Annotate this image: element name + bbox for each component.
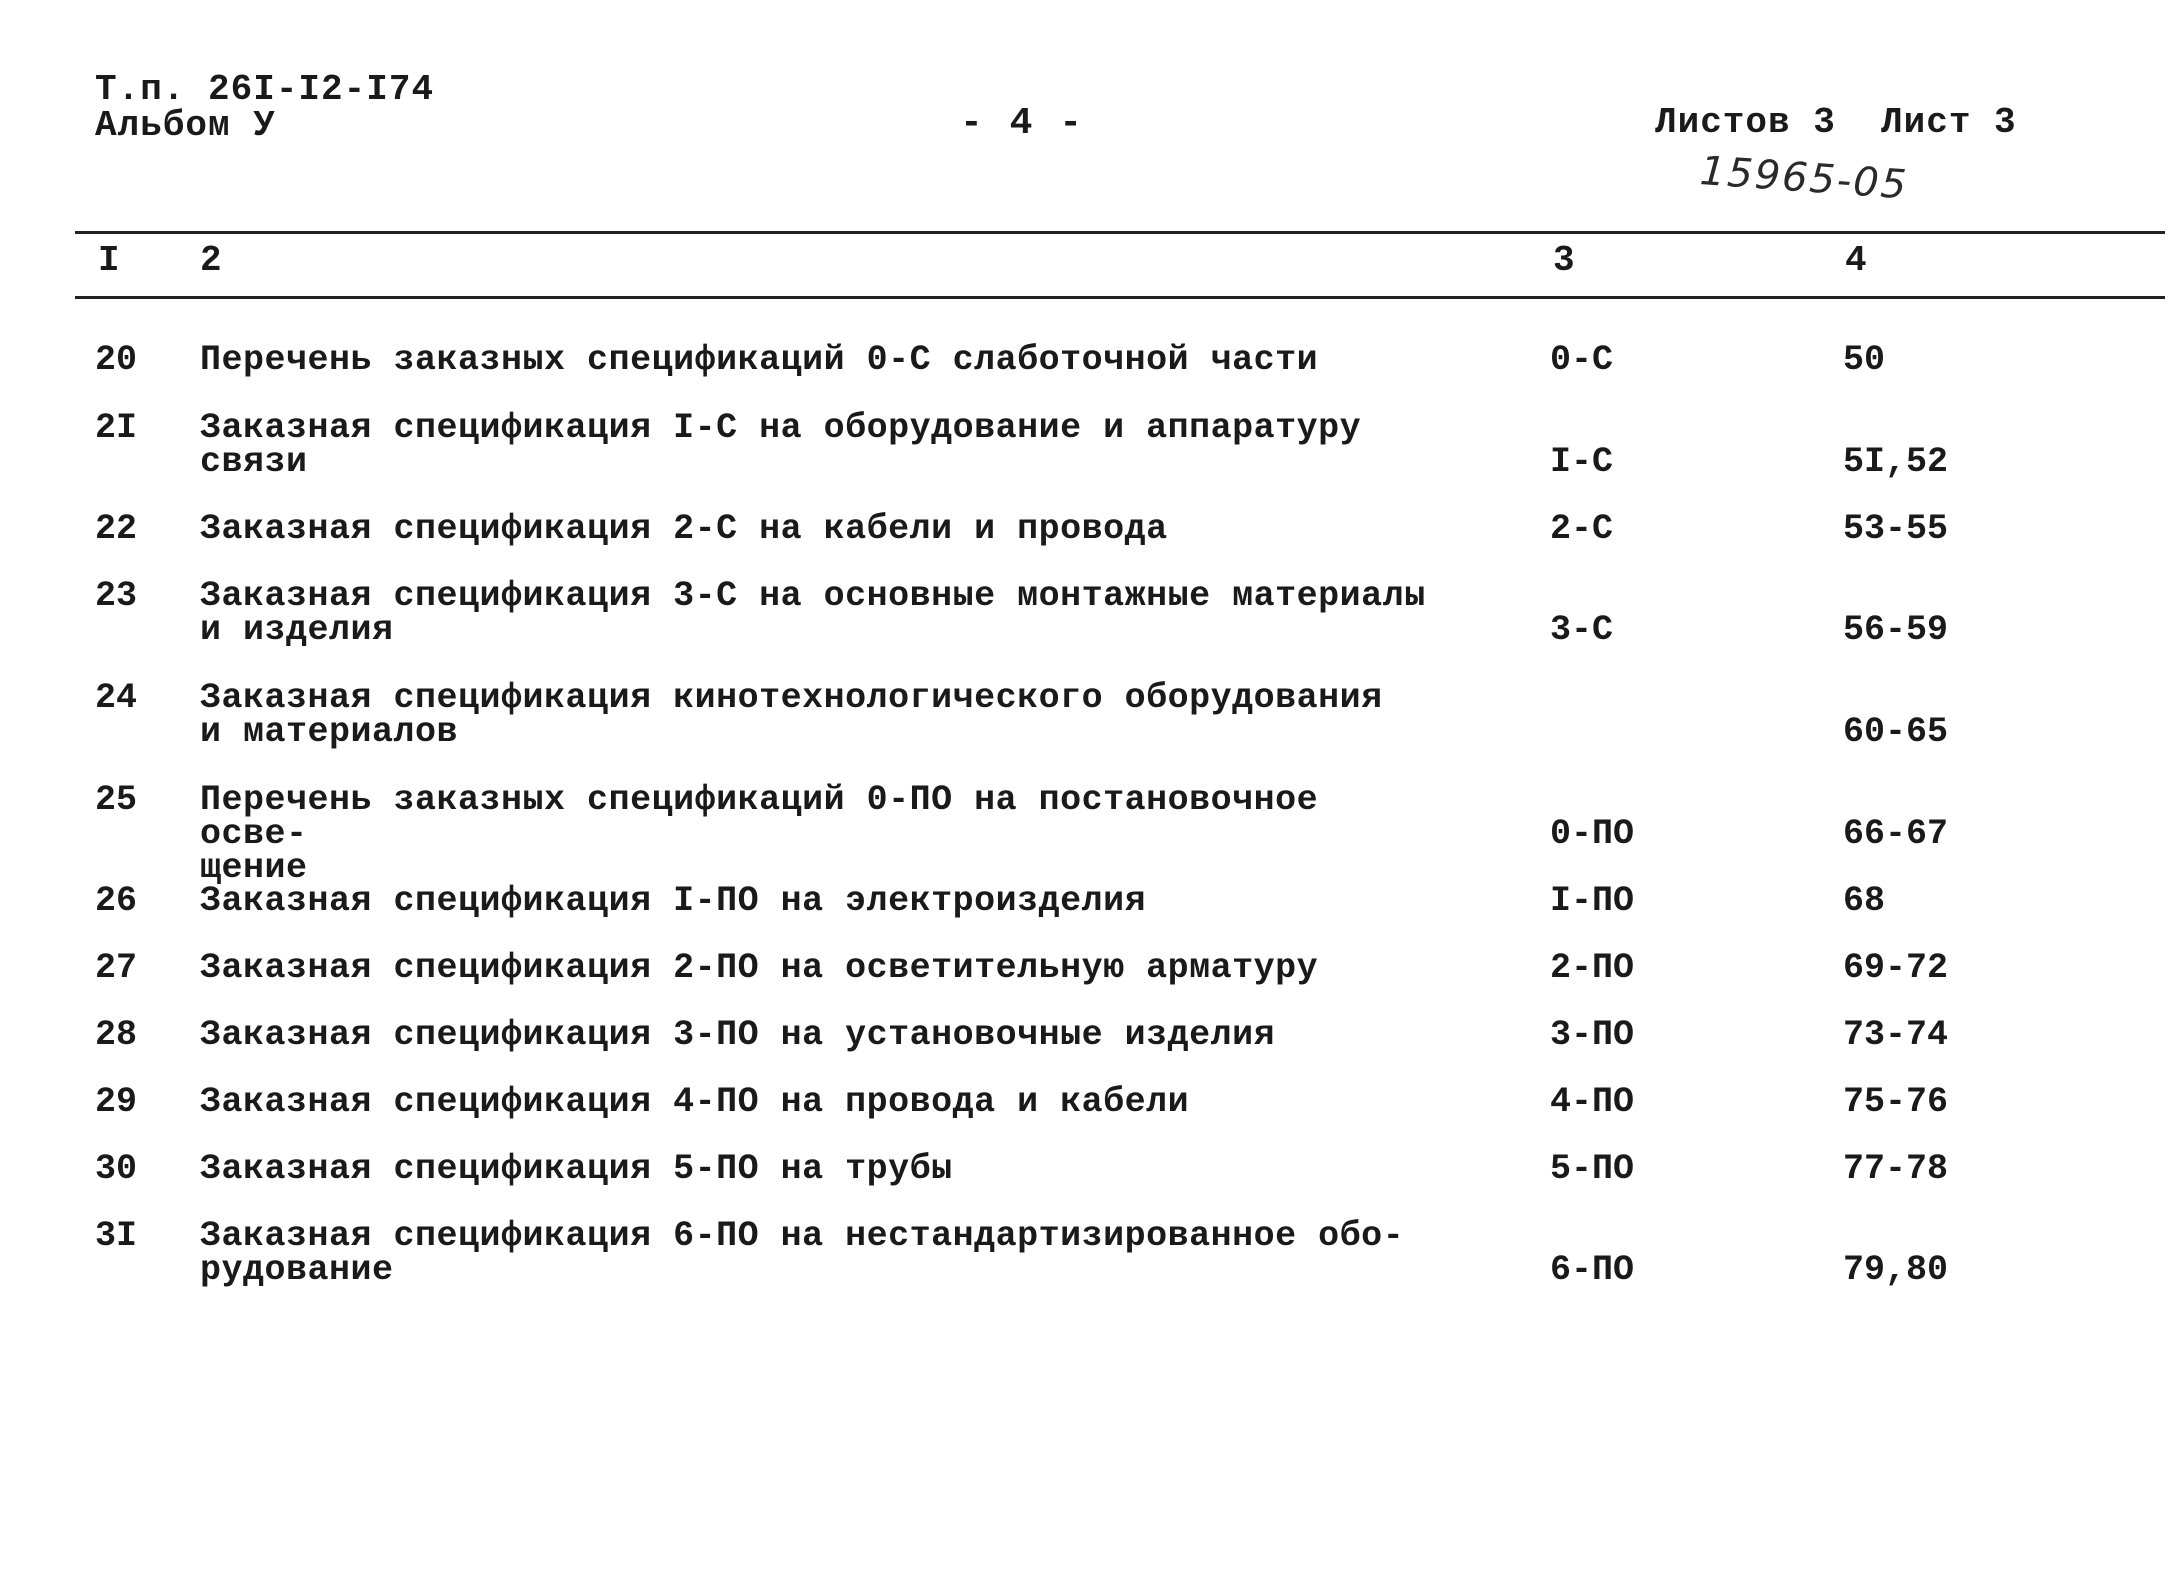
page-number: - 4 - bbox=[960, 102, 1085, 145]
row-pages: 75-76 bbox=[1843, 1082, 1949, 1122]
row-code: 2-ПО bbox=[1550, 948, 1635, 988]
row-number: 25 bbox=[95, 780, 138, 820]
row-code: 4-ПО bbox=[1550, 1082, 1635, 1122]
row-pages: 56-59 bbox=[1843, 610, 1949, 650]
row-pages: 66-67 bbox=[1843, 814, 1949, 854]
row-pages: 50 bbox=[1843, 340, 1886, 380]
row-description: Заказная спецификация 2-С на кабели и провода bbox=[200, 509, 1168, 549]
album-number: Альбом У bbox=[95, 105, 276, 146]
column-header-2: 2 bbox=[200, 240, 222, 281]
row-description: Заказная спецификация 5-ПО на трубы bbox=[200, 1149, 953, 1189]
row-number: 28 bbox=[95, 1015, 138, 1055]
row-number: 30 bbox=[95, 1149, 138, 1189]
row-number: 24 bbox=[95, 678, 138, 718]
row-description: Заказная спецификация I-ПО на электроизделия bbox=[200, 881, 1147, 921]
row-number: 26 bbox=[95, 881, 138, 921]
row-code: 5-ПО bbox=[1550, 1149, 1635, 1189]
table-header-rule bbox=[75, 296, 2165, 299]
row-code: I-ПО bbox=[1550, 881, 1635, 921]
row-number: 23 bbox=[95, 576, 138, 616]
table-top-rule bbox=[75, 231, 2165, 234]
row-pages: 5I,52 bbox=[1843, 442, 1949, 482]
row-code: 6-ПО bbox=[1550, 1250, 1635, 1290]
row-description: Заказная спецификация I-С на оборудование и аппаратуру связи bbox=[200, 408, 1362, 482]
row-number: 22 bbox=[95, 509, 138, 549]
row-description: Заказная спецификация 3-ПО на установочные изделия bbox=[200, 1015, 1276, 1055]
row-code: 3-С bbox=[1550, 610, 1614, 650]
sheet-count: Листов 3 Лист 3 bbox=[1655, 102, 2017, 143]
row-code: 3-ПО bbox=[1550, 1015, 1635, 1055]
row-code: I-С bbox=[1550, 442, 1614, 482]
document-designation bbox=[95, 69, 435, 146]
project-number: Т.п. 26I-I2-I74 bbox=[95, 69, 435, 110]
row-description: Перечень заказных спецификаций 0-ПО на постановочное осве- щение bbox=[200, 780, 1319, 888]
row-code: 0-ПО bbox=[1550, 814, 1635, 854]
row-pages: 68 bbox=[1843, 881, 1886, 921]
column-header-4: 4 bbox=[1845, 240, 1867, 281]
row-pages: 60-65 bbox=[1843, 712, 1949, 752]
row-description: Перечень заказных спецификаций 0-С слаботочной части bbox=[200, 340, 1319, 380]
row-number: 29 bbox=[95, 1082, 138, 1122]
row-code: 0-С bbox=[1550, 340, 1614, 380]
row-number: 3I bbox=[95, 1216, 138, 1256]
row-pages: 69-72 bbox=[1843, 948, 1949, 988]
row-pages: 79,80 bbox=[1843, 1250, 1949, 1290]
row-pages: 73-74 bbox=[1843, 1015, 1949, 1055]
column-header-3: 3 bbox=[1553, 240, 1575, 281]
row-number: 27 bbox=[95, 948, 138, 988]
row-code: 2-С bbox=[1550, 509, 1614, 549]
row-description: Заказная спецификация 6-ПО на нестандартизированное обо- рудование bbox=[200, 1216, 1405, 1290]
handwritten-code: 15965-05 bbox=[1698, 148, 1910, 209]
row-number: 2I bbox=[95, 408, 138, 448]
row-description: Заказная спецификация 2-ПО на осветительную арматуру bbox=[200, 948, 1319, 988]
row-number: 20 bbox=[95, 340, 138, 380]
row-description: Заказная спецификация 3-С на основные монтажные материалы и изделия bbox=[200, 576, 1426, 650]
column-header-1: I bbox=[98, 240, 120, 281]
row-description: Заказная спецификация 4-ПО на провода и кабели bbox=[200, 1082, 1190, 1122]
row-description: Заказная спецификация кинотехнологического оборудования и материалов bbox=[200, 678, 1383, 752]
row-pages: 77-78 bbox=[1843, 1149, 1949, 1189]
row-pages: 53-55 bbox=[1843, 509, 1949, 549]
